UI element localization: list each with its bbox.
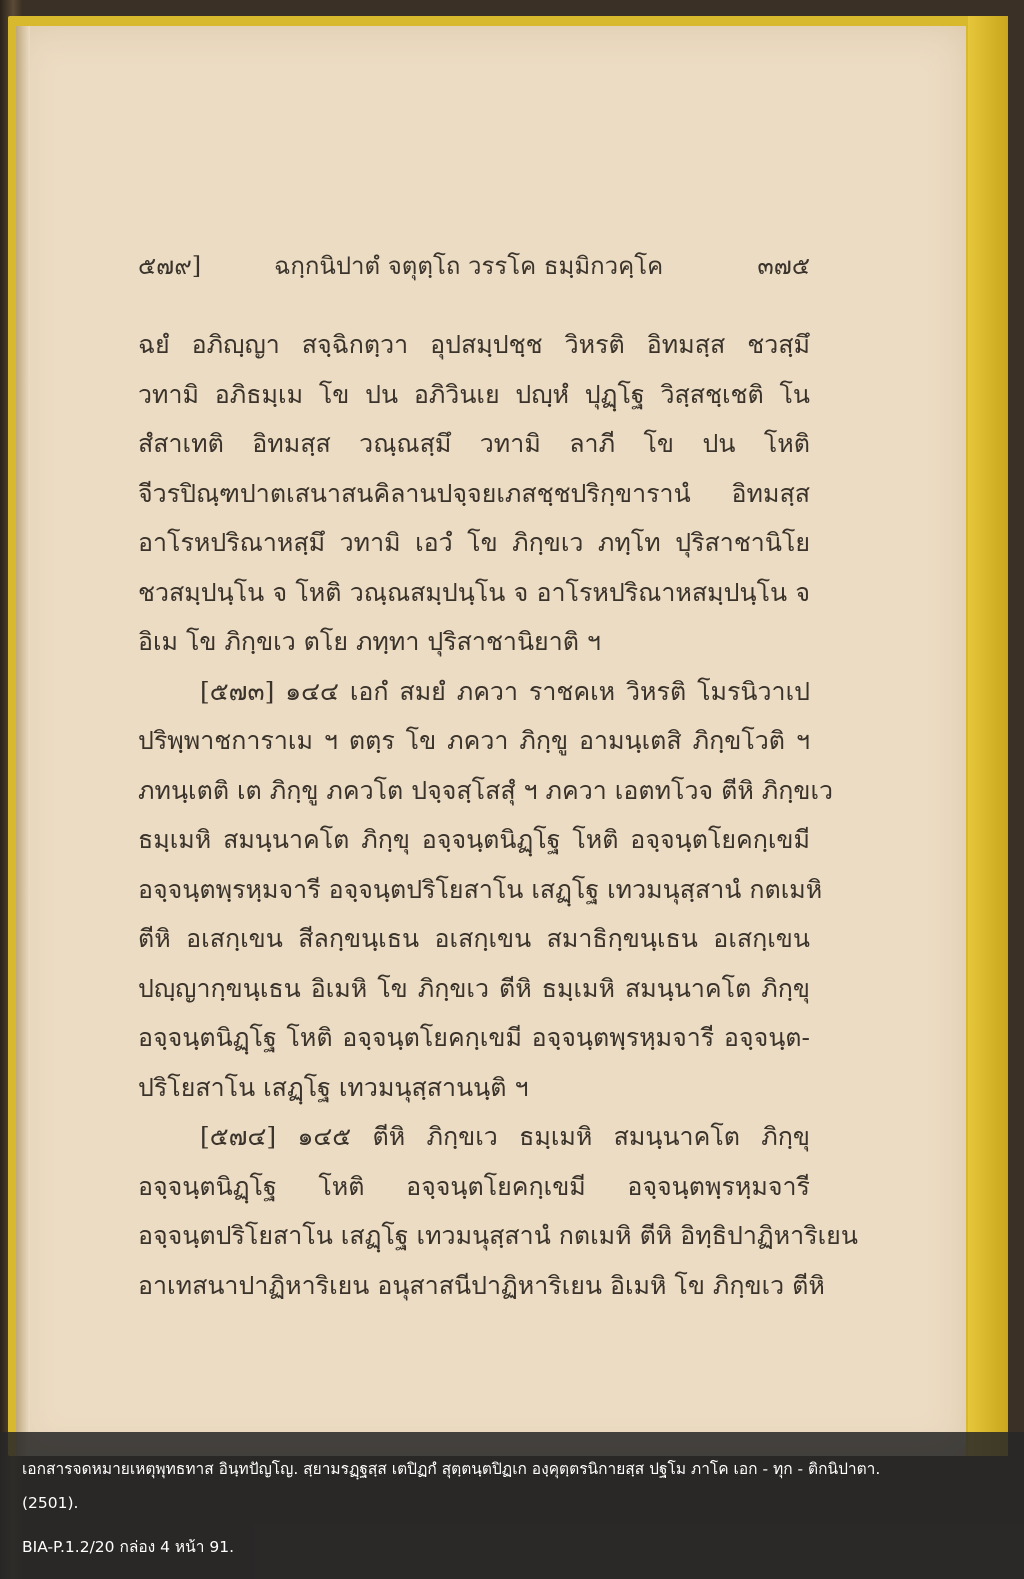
section-number: ๕๗๙] (138, 252, 202, 280)
page-body-text (138, 320, 858, 1310)
caption-title: เอกสารจดหมายเหตุพุทธทาส อินฺทปัญโญ. สฺยามรฏฺฐสฺส เตปิฏกํ สุตฺตนฺตปิฏเก องฺคุตฺตรนิกายสฺส ปฐโม ภาโค เอก - ทุก - ติกนิปาตา. (22, 1460, 881, 1478)
caption-reference: BIA-P.1.2/20 กล่อง 4 หน้า 91. (22, 1538, 235, 1556)
text-line: อจฺจนฺตนิฏฺโฐ โหติ อจฺจนฺตโยคกฺเขมี อจฺจนฺตพฺรหฺมจารี (138, 1171, 810, 1201)
text-line: อจฺจนฺตปริโยสาโน เสฏฺโฐ เทวมนุสฺสานํ กตเมหิ ตีหิ อิทฺธิปาฏิหาริเยน (138, 1221, 858, 1250)
page-gutter (16, 26, 30, 1456)
text-line: สํสาเทติ อิทมสฺส วณฺณสฺมึ วทามิ ลาภี โข ปน โหติ (138, 429, 810, 458)
text-line: อจฺจนฺตพฺรหฺมจารี อจฺจนฺตปริโยสาโน เสฏฺโฐ เทวมนุสฺสานํ กตเมหิ (138, 874, 823, 904)
text-line: วทามิ อภิธมฺเม โข ปน อภิวินเย ปญฺหํ ปุฏฺโฐ วิสฺสชฺเชติ โน (138, 379, 810, 409)
text-line: ปญฺญากฺขนฺเธน อิเมหิ โข ภิกฺขเว ตีหิ ธมฺเมหิ สมนฺนาคโต ภิกฺขุ (138, 973, 810, 1003)
text-line: ปริโยสาโน เสฏฺโฐ เทวมนุสฺสานนฺติ ฯ (138, 1072, 529, 1102)
cover-edge (968, 16, 1008, 1456)
text-line: อิเม โข ภิกฺขเว ตโย ภทฺทา ปุริสาชานิยาติ ฯ (138, 627, 601, 656)
text-line: ธมฺเมหิ สมนฺนาคโต ภิกฺขุ อจฺจนฺตนิฏฺโฐ โหติ อจฺจนฺตโยคกฺเขมี (138, 825, 810, 854)
running-head (138, 246, 810, 282)
text-line: [๕๗๓] ๑๔๔ เอกํ สมยํ ภควา ราชคเห วิหรติ โมรนิวาเป (200, 676, 810, 706)
text-line: ภทนฺเตติ เต ภิกฺขู ภควโต ปจฺจสฺโสสุํ ฯ ภควา เอตทโวจ ตีหิ ภิกฺขเว (138, 775, 834, 805)
text-line: จีวรปิณฺฑปาตเสนาสนคิลานปจฺจยเภสชฺชปริกฺขารานํ อิทมสฺส (138, 478, 810, 508)
page-number: ๓๗๕ (757, 252, 810, 280)
text-line: อาเทสนาปาฏิหาริเยน อนุสาสนีปาฏิหาริเยน อิเมหิ โข ภิกฺขเว ตีหิ (138, 1270, 825, 1300)
archive-caption-bar (0, 1432, 1024, 1579)
text-line: ปริพฺพาชการาเม ฯ ตตฺร โข ภควา ภิกฺขู อามนฺเตสิ ภิกฺขโวติ ฯ (138, 726, 810, 755)
text-line: [๕๗๔] ๑๔๕ ตีหิ ภิกฺขเว ธมฺเมหิ สมนฺนาคโต ภิกฺขุ (200, 1122, 810, 1151)
text-line: ชวสมฺปนฺโน จ โหติ วณฺณสมฺปนฺโน จ อาโรหปริณาหสมฺปนฺโน จ (138, 577, 810, 607)
text-line: อจฺจนฺตนิฏฺโฐ โหติ อจฺจนฺตโยคกฺเขมี อจฺจนฺตพฺรหฺมจารี อจฺจนฺต- (138, 1023, 810, 1052)
text-line: ตีหิ อเสกฺเขน สีลกฺขนฺเธน อเสกฺเขน สมาธิกฺขนฺเธน อเสกฺเขน (138, 924, 810, 953)
text-line: ฉยํ อภิญฺญา สจฺฉิกตฺวา อุปสมฺปชฺช วิหรติ อิทมสฺส ชวสฺมึ (138, 330, 810, 359)
text-line: อาโรหปริณาหสฺมึ วทามิ เอวํ โข ภิกฺขเว ภทฺโท ปุริสาชานิโย (138, 528, 810, 557)
running-title: ฉกฺกนิปาตํ จตุตฺโถ วรรโค ธมฺมิกวคฺโค (274, 252, 664, 280)
caption-year: (2501). (22, 1494, 79, 1512)
